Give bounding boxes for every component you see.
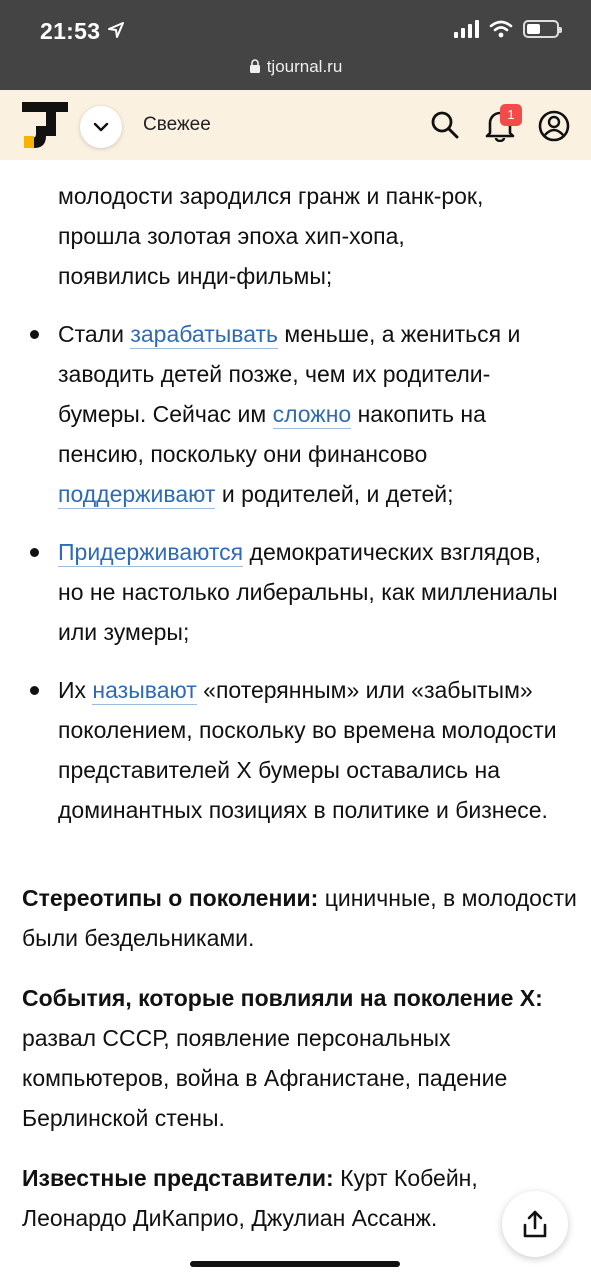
user-icon[interactable]	[538, 110, 570, 142]
browser-top-bar	[0, 0, 591, 90]
text: меньше, а жениться и заводить детей позже, чем их родители-бумеры. Сейчас им	[58, 321, 521, 427]
home-indicator	[190, 1261, 400, 1267]
text: и родителей, и детей;	[215, 481, 454, 507]
list-item	[0, 532, 591, 652]
famous-label: Известные представители:	[22, 1165, 334, 1191]
events-paragraph	[22, 978, 577, 1138]
bullet1-line: прошла золотая эпоха хип-хопа,	[58, 223, 405, 249]
list-item	[0, 670, 591, 830]
link-called[interactable]: называют	[92, 677, 197, 703]
feed-label[interactable]: Свежее	[143, 114, 211, 135]
lock-icon	[249, 59, 261, 73]
text: накопить на пенсию, поскольку они финансово	[58, 401, 486, 467]
events-label: События, которые повлияли на поколение X:	[22, 985, 543, 1011]
link-hard[interactable]: сложно	[272, 401, 352, 427]
signal-icon	[454, 20, 479, 38]
share-icon	[521, 1209, 549, 1239]
list-item	[0, 314, 591, 514]
article-body	[0, 160, 591, 1260]
bullet1-line: появились инди-фильмы;	[58, 263, 333, 289]
location-arrow-icon	[108, 22, 124, 38]
bullet-dot	[30, 548, 39, 557]
search-icon[interactable]	[430, 110, 460, 140]
text: Их	[58, 677, 93, 703]
events-text: развал СССР, появление персональных компьютеров, война в Афганистане, падение Берлинской стены.	[22, 1025, 508, 1131]
bullet-dot	[30, 686, 39, 695]
address-bar[interactable]	[0, 57, 591, 77]
text: демократических взглядов, но не настолько либеральны, как миллениалы или зумеры;	[58, 539, 558, 645]
stereotypes-text: циничные, в молодости были бездельниками.	[22, 885, 577, 951]
text: «потерянным» или «забытым» поколением, поскольку во времена молодости представителей X бумеры оставались на доминантных позициях в политике и бизнесе.	[58, 677, 557, 823]
stereotypes-paragraph	[22, 878, 577, 958]
famous-paragraph	[22, 1158, 577, 1238]
site-header	[0, 90, 591, 160]
url-text: tjournal.ru	[266, 57, 343, 76]
list-item	[0, 176, 591, 296]
chevron-down-icon	[93, 122, 109, 132]
link-support[interactable]: поддерживают	[58, 481, 216, 507]
share-button[interactable]	[502, 1191, 568, 1257]
bullet-list	[0, 176, 591, 848]
wifi-icon	[489, 20, 513, 38]
bullet-dot	[30, 330, 39, 339]
famous-text: Курт Кобейн, Леонардо ДиКаприо, Джулиан Ассанж.	[22, 1165, 478, 1231]
bullet1-line: молодости зародился гранж и панк-рок,	[58, 183, 484, 209]
link-adhere[interactable]: Придерживаются	[58, 539, 244, 565]
battery-icon	[523, 20, 559, 38]
feed-menu-button[interactable]	[80, 106, 122, 148]
stereotypes-label: Стереотипы о поколении:	[22, 885, 319, 911]
tj-logo[interactable]	[22, 102, 68, 148]
link-earn[interactable]: зарабатывать	[130, 321, 279, 347]
status-time: 21:53	[40, 18, 101, 44]
status-indicators	[454, 20, 559, 38]
notification-badge: 1	[500, 104, 522, 126]
text: Стали	[58, 321, 131, 347]
